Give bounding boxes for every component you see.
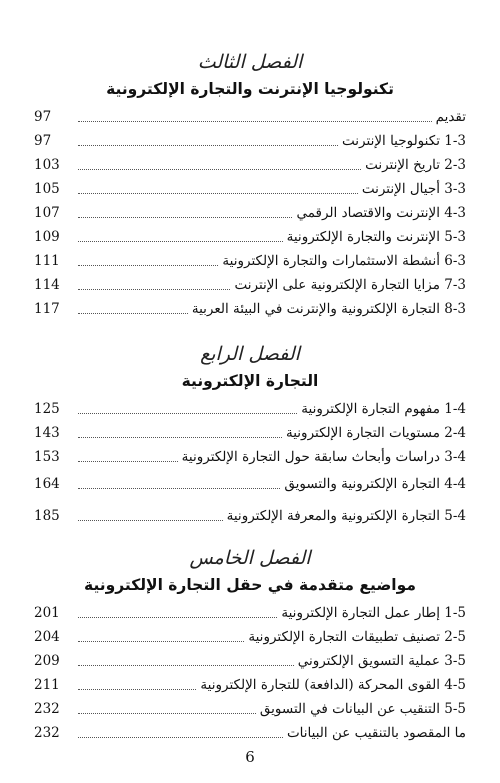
toc-label: 4-5 القوى المحركة (الدافعة) للتجارة الإلكترونية [200,677,466,693]
toc-page-number: 125 [34,401,60,417]
chapter-5-header [0,544,500,598]
dot-leader [78,144,338,146]
toc-label: 2-3 تاريخ الإنترنت [365,157,466,173]
toc-page-number: 204 [34,629,60,645]
toc-entry[interactable] [34,420,466,442]
dot-leader [78,460,178,462]
toc-entry[interactable] [34,200,466,222]
toc-entry[interactable] [34,672,466,694]
toc-entry[interactable] [34,444,466,466]
toc-label: 5-5 التنقيب عن البيانات في التسويق [259,701,466,717]
toc-page-number: 232 [34,725,60,741]
dot-leader [78,192,358,194]
toc-page-number: 111 [34,253,60,269]
dot-leader [78,640,244,642]
toc-label: 4-4 التجارة الإلكترونية والتسويق [284,476,466,492]
toc-entry[interactable] [34,648,466,670]
toc-label: 3-4 دراسات وأبحاث سابقة حول التجارة الإلكترونية [181,449,466,465]
chapter-subtitle: التجارة الإلكترونية [181,372,319,390]
toc-label: تقديم [435,109,466,125]
toc-entry[interactable] [34,152,466,174]
toc-label: 4-3 الإنترنت والاقتصاد الرقمي [296,205,466,221]
toc-label: 8-3 التجارة الإلكترونية والإنترنت في البيئة العربية [191,301,466,317]
dot-leader [78,288,230,290]
dot-leader [78,240,283,242]
page-number: 6 [245,748,255,766]
toc-label: 3-3 أجيال الإنترنت [361,181,466,197]
toc-entry[interactable] [34,248,466,270]
toc-page-number: 114 [34,277,60,293]
toc-page-number: 97 [34,133,52,149]
chapter-3-header [0,48,500,102]
dot-leader [78,216,292,218]
toc-page-number: 105 [34,181,60,197]
toc-page-number: 143 [34,425,60,441]
chapter-subtitle: مواضيع متقدمة في حقل التجارة الإلكترونية [84,576,416,594]
toc-entry[interactable] [34,224,466,246]
toc-entry[interactable] [34,624,466,646]
toc-page-number: 185 [34,508,60,524]
toc-label: 6-3 أنشطة الاستثمارات والتجارة الإلكترونية [222,253,466,269]
toc-entry[interactable] [34,720,466,742]
toc-label: 2-5 تصنيف تطبيقات التجارة الإلكترونية [248,629,466,645]
toc-entry[interactable] [34,296,466,318]
chapter-heading: الفصل الثالث [197,51,303,73]
toc-label: ما المقصود بالتنقيب عن البيانات [286,725,466,741]
dot-leader [78,712,256,714]
dot-leader [78,688,196,690]
toc-page-number: 97 [34,109,52,125]
dot-leader [78,487,280,489]
toc-page-number: 209 [34,653,60,669]
chapter-subtitle: تكنولوجيا الإنترنت والتجارة الإلكترونية [106,80,394,98]
toc-entry[interactable] [34,396,466,418]
toc-entry[interactable] [34,176,466,198]
dot-leader [78,120,432,122]
dot-leader [78,436,282,438]
toc-page-number: 232 [34,701,60,717]
toc-label: 5-3 الإنترنت والتجارة الإلكترونية [286,229,466,245]
toc-page-number: 107 [34,205,60,221]
toc-entry[interactable] [34,471,466,493]
dot-leader [78,264,218,266]
toc-entry[interactable] [34,104,466,126]
toc-page-number: 109 [34,229,60,245]
toc-entry[interactable] [34,272,466,294]
dot-leader [78,412,297,414]
toc-label: 5-4 التجارة الإلكترونية والمعرفة الإلكترونية [226,508,466,524]
toc-entry[interactable] [34,128,466,150]
toc-label: 1-5 إطار عمل التجارة الإلكترونية [281,605,466,621]
toc-page-number: 103 [34,157,60,173]
chapter-heading: الفصل الخامس [189,547,311,569]
dot-leader [78,168,361,170]
dot-leader [78,664,294,666]
dot-leader [78,312,188,314]
toc-entry[interactable] [34,503,466,525]
dot-leader [78,519,223,521]
toc-label: 7-3 مزايا التجارة الإلكترونية على الإنترنت [234,277,466,293]
toc-label: 1-3 تكنولوجيا الإنترنت [342,133,466,149]
chapter-4-header [0,340,500,394]
toc-label: 2-4 مستويات التجارة الإلكترونية [285,425,466,441]
toc-label: 3-5 عملية التسويق الإلكتروني [297,653,466,669]
dot-leader [78,616,277,618]
toc-label: 1-4 مفهوم التجارة الإلكترونية [301,401,466,417]
toc-page-number: 153 [34,449,60,465]
toc-page-number: 164 [34,476,60,492]
dot-leader [78,736,283,738]
chapter-heading: الفصل الرابع [200,343,300,365]
toc-entry[interactable] [34,600,466,622]
toc-page-number: 211 [34,677,60,693]
toc-page-number: 117 [34,301,60,317]
toc-page-number: 201 [34,605,60,621]
toc-entry[interactable] [34,696,466,718]
